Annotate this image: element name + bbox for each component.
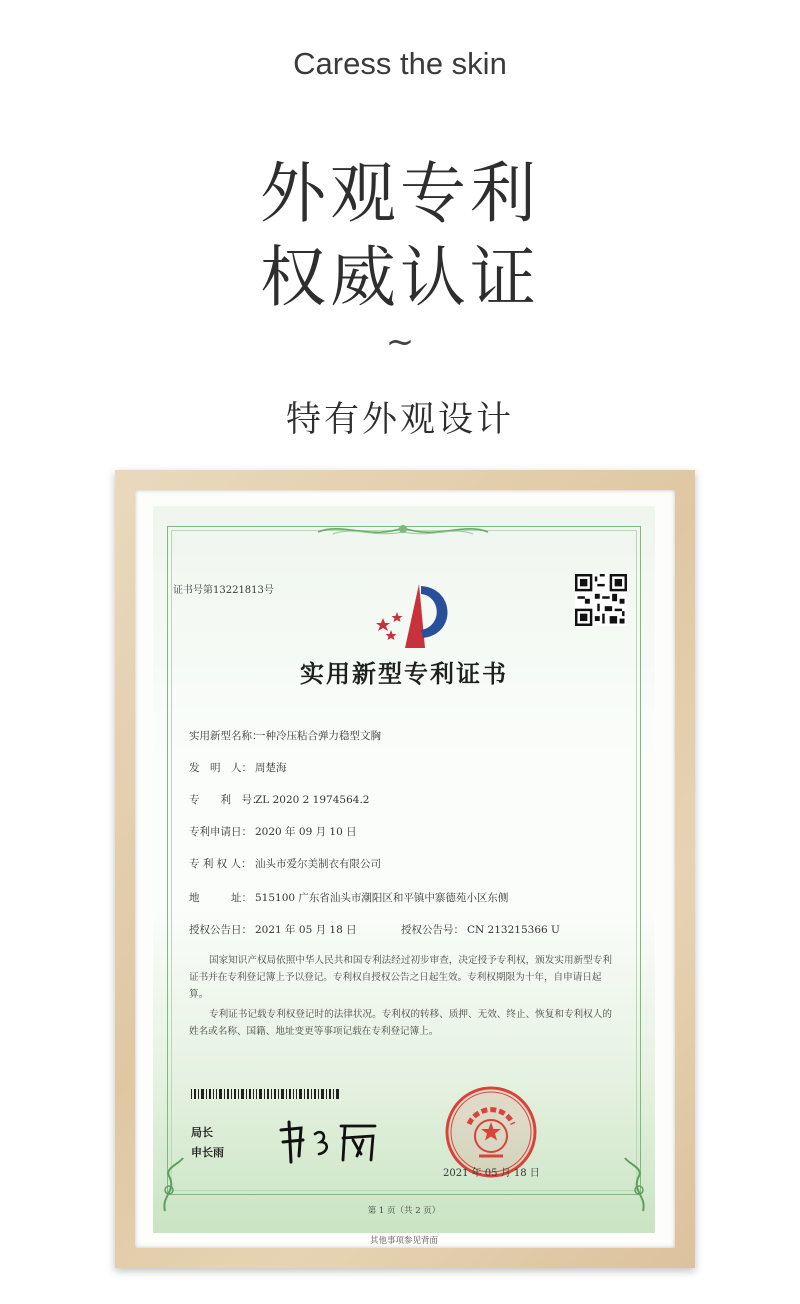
field-name-label: 实用新型名称： bbox=[189, 730, 263, 742]
cnipa-logo-icon bbox=[375, 578, 455, 652]
field-apply-date bbox=[189, 824, 357, 839]
certificate-paragraph-2: 专利证书记载专利权登记时的法律状况。专利权的转移、质押、无效、终止、恢复和专利权人的姓名或名称、国籍、地址变更等事项记载在专利登记簿上。 bbox=[189, 1009, 612, 1037]
frame-mat bbox=[135, 490, 675, 1248]
qr-code-icon bbox=[575, 574, 627, 626]
title-line-1: 外观专利 bbox=[260, 155, 540, 232]
field-pub-no-value: CN 213215366 U bbox=[467, 924, 560, 936]
page-number: 第 1 页（共 2 页） bbox=[367, 1206, 441, 1216]
seal-date: 2021 年 05 月 18 日 bbox=[443, 1168, 540, 1179]
field-patent-no-label: 专 利 号： bbox=[189, 794, 263, 806]
director-signature-icon bbox=[275, 1116, 395, 1166]
field-apply-date-value: 2020 年 09 月 10 日 bbox=[255, 826, 357, 838]
field-address-label: 地 址： bbox=[189, 892, 252, 904]
patent-certificate bbox=[153, 506, 655, 1246]
field-patent-no-value: ZL 2020 2 1974564.2 bbox=[255, 794, 370, 806]
field-patent-no bbox=[189, 792, 369, 807]
tagline: 特有外观设计 bbox=[285, 400, 514, 440]
field-name-value: 一种冷压粘合弹力稳型文胸 bbox=[255, 730, 381, 742]
certificate-title: 实用新型专利证书 bbox=[300, 659, 508, 688]
tilde-divider: ~ bbox=[385, 322, 415, 362]
field-address-value: 515100 广东省汕头市潮阳区和平镇中寨德苑小区东侧 bbox=[255, 892, 509, 904]
field-name bbox=[189, 728, 381, 743]
director-name: 申长雨 bbox=[191, 1146, 224, 1159]
title-line-2: 权威认证 bbox=[260, 239, 540, 316]
certificate-footnote: 其他事项参见背面 bbox=[369, 1236, 438, 1246]
field-holder-label: 专 利 权 人： bbox=[189, 858, 252, 870]
field-holder bbox=[189, 856, 381, 871]
field-pub-date-label: 授权公告日： bbox=[189, 924, 252, 936]
top-ornament-icon bbox=[313, 520, 493, 542]
subtitle-en: Caress the skin bbox=[293, 46, 507, 81]
field-pub-no-label: 授权公告号： bbox=[401, 924, 464, 936]
wooden-picture-frame bbox=[115, 470, 695, 1268]
field-pub-no bbox=[401, 922, 560, 937]
field-pub-date bbox=[189, 922, 357, 937]
field-holder-value: 汕头市爱尔美制衣有限公司 bbox=[255, 858, 381, 870]
barcode-icon bbox=[191, 1089, 341, 1099]
field-inventor bbox=[189, 760, 287, 775]
field-pub-date-value: 2021 年 05 月 18 日 bbox=[255, 924, 357, 936]
field-inventor-value: 周楚海 bbox=[255, 762, 287, 774]
field-address bbox=[189, 890, 508, 905]
director-title: 局长 bbox=[191, 1126, 213, 1139]
certificate-number: 证书号第13221813号 bbox=[173, 585, 274, 596]
field-inventor-label: 发 明 人： bbox=[189, 762, 252, 774]
field-apply-date-label: 专利申请日： bbox=[189, 826, 252, 838]
certificate-paragraph-1: 国家知识产权局依照中华人民共和国专利法经过初步审查，决定授予专利权，颁发实用新型专利证书并在专利登记簿上予以登记。专利权自授权公告之日起生效。专利权期限为十年，自申请日起算。 bbox=[189, 955, 612, 1000]
